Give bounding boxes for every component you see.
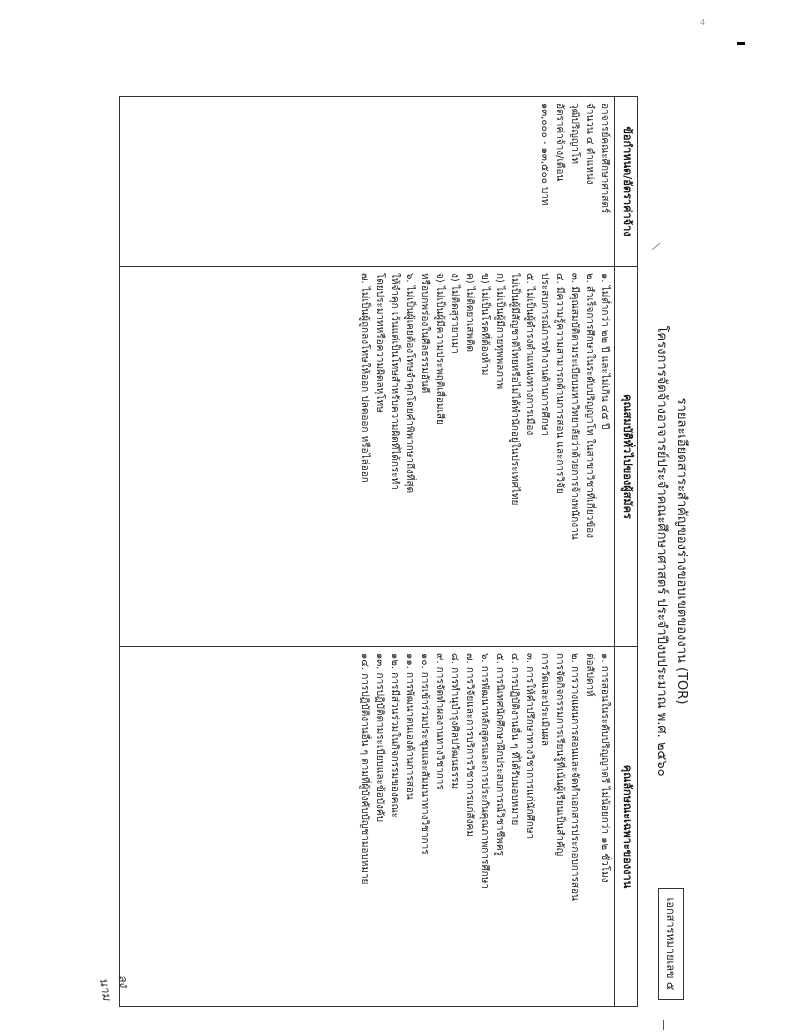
- cell-line: ๑๓. การปฏิบัติตามระเบียบและข้อบังคับ: [374, 653, 385, 822]
- signature: ลงนาม: [96, 973, 132, 1002]
- cell-line: วุฒิปริญญาโท: [569, 103, 580, 164]
- cell-line: ๕. การนิเทศนักศึกษาฝึกประสบการณ์วิชาชีพครู: [494, 653, 505, 856]
- cell-line: อาจารย์คณะศึกษาศาสตร์: [599, 103, 610, 214]
- document-subtitle: โครงการจัดจ้างอาจารย์ประจำคณะศึกษาศาสตร์ ประจำปีงบประมาณ พ.ศ. ๒๕๖๐: [654, 325, 669, 777]
- cell-line: ๑๒. การมีส่วนร่วมในกิจกรรมของคณะ: [389, 653, 400, 819]
- cell-line: ก) ไม่เป็นผู้มีกายทุพพลภาพ: [494, 273, 505, 390]
- cell-line: ๗. ไม่เป็นผู้ถูกลงโทษให้ออก ปลดออก หรือไล่ออก: [359, 273, 370, 483]
- cell-line: ๙. การจัดทำผลงานทางวิชาการ: [434, 653, 445, 790]
- qualifications-cell: [120, 267, 615, 647]
- cell-line: การจัดกิจกรรมการเรียนรู้ที่เน้นผู้เรียนเป็นสำคัญ: [554, 653, 565, 857]
- cell-line: ๕. ไม่เป็นผู้ดำรงตำแหน่งทางการเมือง: [524, 273, 535, 436]
- cell-line: ๗. การวิจัยและการบริการวิชาการแก่สังคม: [464, 653, 475, 837]
- cell-line: ๑๓,๐๐๐ - ๑๓,๕๐๐ บาท: [539, 103, 550, 206]
- header-qualifications: คุณสมบัติทั่วไปของผู้สมัคร: [615, 267, 638, 647]
- document-page: [96, 96, 690, 1006]
- cell-line: ๖. ไม่เป็นผู้เคยต้องโทษจำคุกโดยคำพิพากษาถึงที่สุด: [404, 273, 415, 494]
- cell-line: ๑. ไม่ต่ำกว่า ๒๒ ปี และไม่เกิน ๔๕ ปี: [599, 273, 610, 430]
- cell-line: โดยประมาทหรือความผิดลหุโทษ: [374, 273, 385, 413]
- cell-line: ๒. การวางแผนการสอนและจัดทำเอกสารประกอบการสอน: [569, 653, 580, 901]
- cell-line: ๒. สำเร็จการศึกษาในระดับปริญญาโท ในสาขาวิชาที่เกี่ยวข้อง: [584, 273, 595, 538]
- scan-mark: [737, 42, 745, 45]
- cell-line: ไม่เป็นผู้มีสัญชาติไทยหรือไม่ได้พำนักอยู่ในประเทศไทย: [509, 273, 520, 506]
- cell-line: การวัดและประเมินผล: [539, 653, 550, 747]
- tor-table: [119, 96, 638, 1007]
- cell-line: ๔. การปฏิบัติงานอื่น ๆ ที่ได้รับมอบหมาย: [509, 653, 520, 826]
- scan-tick: [663, 1020, 664, 1030]
- header-job-specs: คุณลักษณะเฉพาะของงาน: [615, 647, 638, 1007]
- cell-line: ๑๐. การเข้าร่วมประชุมและสัมมนาทางวิชาการ: [419, 653, 430, 855]
- cell-line: ต่อสัปดาห์: [584, 653, 595, 697]
- cell-line: ง) ไม่ติดสุรายาเมา: [449, 273, 460, 354]
- cell-line: จำนวน ๔ ตำแหน่ง: [584, 103, 595, 185]
- table-row: [120, 97, 615, 1007]
- cell-line: ๓. การให้คำปรึกษาทางวิชาการแก่นักศึกษา: [524, 653, 535, 840]
- rotated-document: [96, 96, 690, 1006]
- cell-line: ๔. มีความรู้ความสามารถด้านการสอน และการวิจัย: [554, 273, 565, 494]
- conditions-cell: [120, 97, 615, 267]
- cell-line: ให้จำคุก เว้นแต่เป็นโทษสำหรับความผิดที่ได้กระทำ: [389, 273, 400, 490]
- cell-line: ๘. การทำนุบำรุงศิลปวัฒนธรรม: [449, 653, 460, 790]
- document-title: รายละเอียดสาระสำคัญของร่างขอบเขตของงาน (TOR): [674, 397, 689, 705]
- cell-line: อัตราค่าจ้าง/เดือน: [554, 103, 565, 182]
- cell-line: ๑๔. การปฏิบัติงานอื่น ๆ ตามที่ผู้บังคับบัญชามอบหมาย: [359, 653, 370, 885]
- cell-line: จ) ไม่เป็นผู้มีความประพฤติเสื่อมเสีย: [434, 273, 445, 425]
- table-header-row: [615, 97, 638, 1007]
- scan-stamp: 4: [700, 18, 706, 27]
- cell-line: ๑๑. การพัฒนาตนเองด้านการสอน: [404, 653, 415, 800]
- cell-line: ค) ไม่ติดยาเสพติด: [464, 273, 475, 352]
- header-conditions: ข้อกำหนด/อัตราค่าจ้าง: [615, 97, 638, 267]
- cell-line: ๓. มีคุณสมบัติตามระเบียบมหาวิทยาลัยว่าด้วยการจ้างพนักงาน: [569, 273, 580, 540]
- reference-box: เอกสารหมายเลข ๕: [658, 888, 684, 1000]
- cell-line: ประสบการณ์การทำงานด้านการศึกษา: [539, 273, 550, 437]
- cell-line: หรือบกพร่องในศีลธรรมอันดี: [419, 273, 430, 394]
- cell-line: ข) ไม่เป็นโรคที่ต้องห้าม: [479, 273, 490, 376]
- job-specs-cell: [120, 647, 615, 1007]
- cell-line: ๖. การพัฒนาหลักสูตรและการประกันคุณภาพการศึกษา: [479, 653, 490, 889]
- cell-line: ๑. การสอนในระดับปริญญาตรี ไม่น้อยกว่า ๑๒ ชั่วโมง: [599, 653, 610, 883]
